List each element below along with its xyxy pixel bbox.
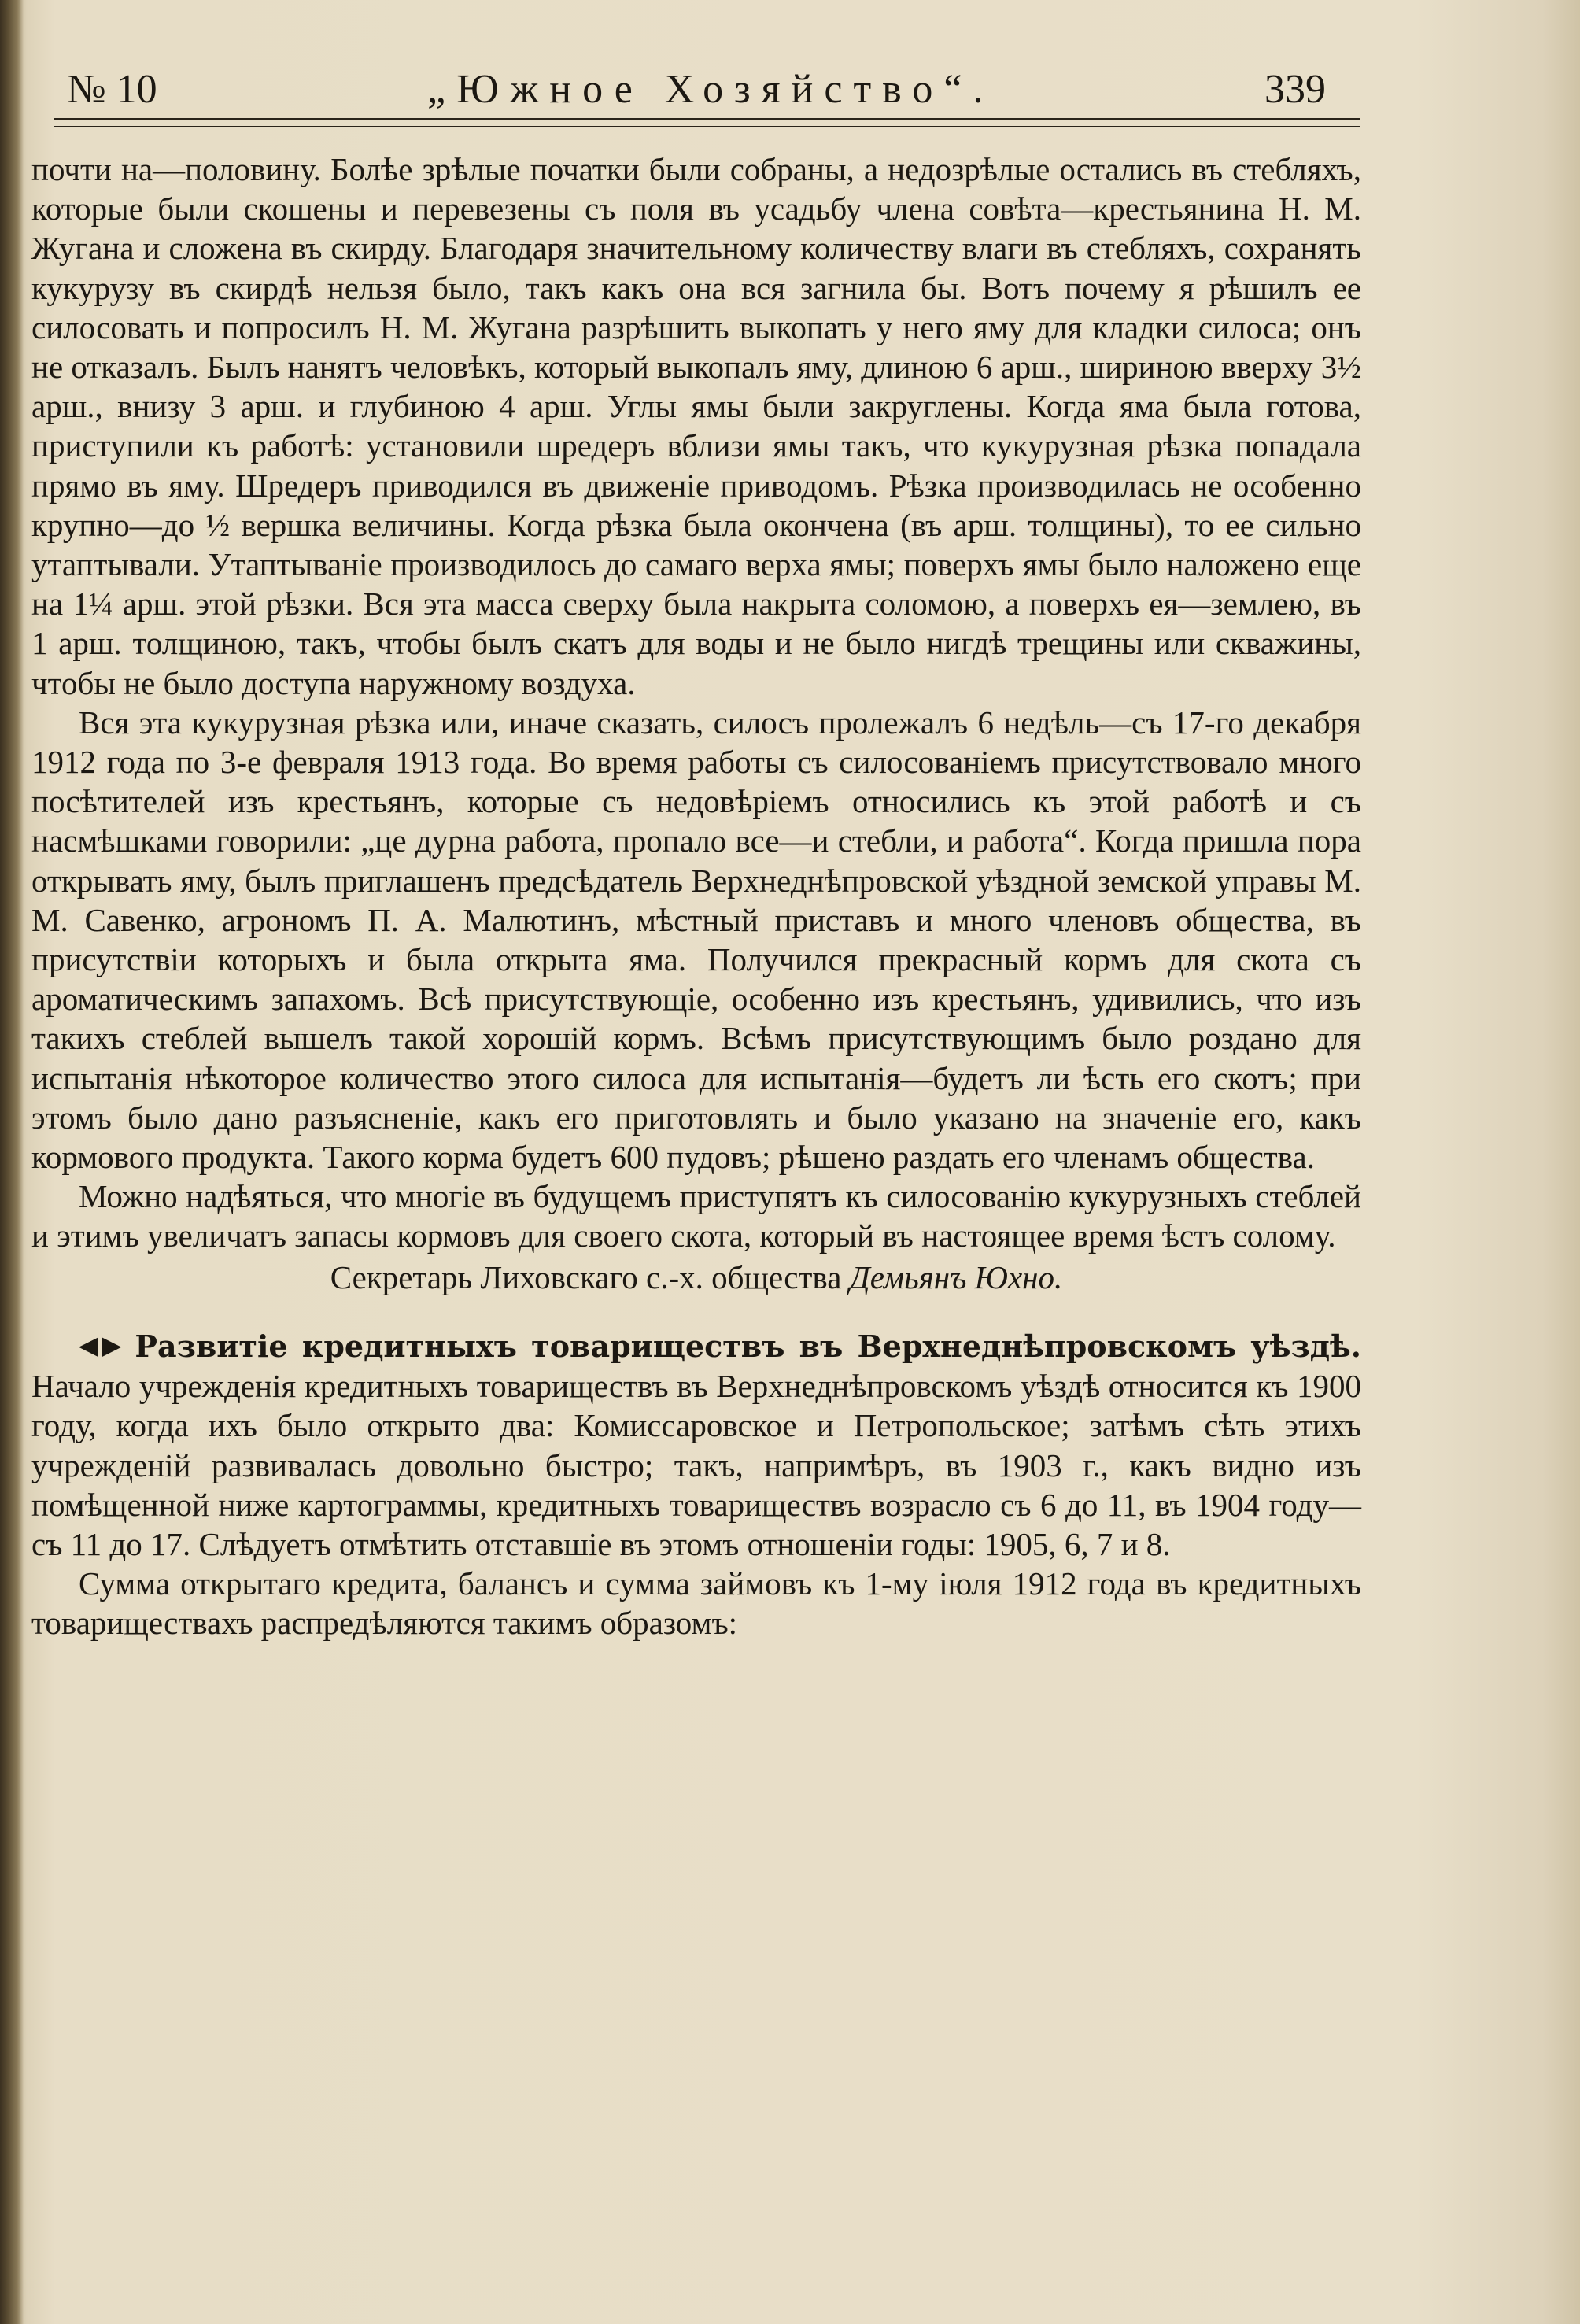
text-column bbox=[31, 150, 1361, 1643]
page-header bbox=[67, 61, 1326, 116]
section-paragraph-1-text: Начало учрежденiя кредитныхъ товариществъ въ Верхнеднѣпровскомъ уѣздѣ относится къ 1900 году, когда ихъ было открыто два: Комиссаровское и Петропольское; затѣмъ сѣть этихъ учрежденiй развивалась довольно быстро; такъ, напримѣръ, въ 1903 г., какъ видно изъ помѣщенной ниже картограммы, кредитныхъ товариществъ возрасло съ 6 до 11, въ 1904 году—съ 11 до 17. Слѣдуетъ отмѣтить отставшiе въ этомъ отношенiи годы: 1905, 6, 7 и 8. bbox=[31, 1368, 1361, 1562]
signature-prefix: Секретарь Лиховскаго с.-х. общества bbox=[330, 1258, 842, 1295]
book-binding-edge bbox=[0, 0, 24, 2324]
header-rule-top bbox=[54, 118, 1360, 120]
header-rule-bottom bbox=[54, 126, 1360, 127]
article-paragraph-2: Вся эта кукурузная рѣзка или, иначе сказать, силосъ пролежалъ 6 недѣль—съ 17-го декабря 1912 года по 3-е февраля 1913 года. Во время работы съ силосованiемъ присутствовало много посѣтителей изъ крестьянъ, которые съ недовѣрiемъ относились къ этой работѣ и съ насмѣшками говорили: „це дурна работа, пропало все—и стебли, и работа“. Когда пришла пора открывать яму, былъ приглашенъ предсѣдатель Верхнеднѣпровской уѣздной земской управы М. М. Савенко, агрономъ П. А. Малютинъ, мѣстный приставъ и много членовъ общества, въ присутствiи которыхъ и была открыта яма. Получился прекрасный кормъ для скота съ ароматическимъ запахомъ. Всѣ присутствующiе, особенно изъ крестьянъ, удивились, что изъ такихъ стеблей вышелъ такой хорошiй кормъ. Всѣмъ присутствующимъ было роздано для испытанiя нѣкоторое количество этого силоса для испытанiя—будетъ ли ѣсть его скотъ; при этомъ было дано разъясненiе, какъ его приготовлять и было указано на значенiе его, какъ кормового продукта. Такого корма будетъ 600 пудовъ; рѣшено раздать его членамъ общества. bbox=[31, 704, 1361, 1176]
page-number: 339 bbox=[1264, 66, 1326, 112]
signature-name: Демьянъ Юхно. bbox=[849, 1258, 1063, 1295]
section-paragraph-2: Сумма открытаго кредита, балансъ и сумма займовъ къ 1-му iюля 1912 года въ кредитныхъ товариществахъ распредѣляются такимъ образомъ: bbox=[31, 1565, 1361, 1642]
article-signature bbox=[31, 1258, 1361, 1297]
section-paragraph-1 bbox=[31, 1325, 1361, 1564]
issue-number: № 10 bbox=[67, 66, 157, 112]
section-bullet-icon: ◀▶ bbox=[79, 1329, 126, 1360]
article-paragraph-3: Можно надѣяться, что многiе въ будущемъ приступятъ къ силосованiю кукурузныхъ стеблей и этимъ увеличатъ запасы кормовъ для своего скота, который въ настоящее время ѣстъ солому. bbox=[31, 1178, 1361, 1254]
article-paragraph-1: почти на—половину. Болѣе зрѣлые початки были собраны, а недозрѣлые остались въ стебляхъ, которые были скошены и перевезены съ поля въ усадьбу члена совѣта—крестьянина Н. М. Жугана и сложена въ скирду. Благодаря значительному количеству влаги въ стебляхъ, сохранять кукурузу въ скирдѣ нельзя было, такъ какъ она вся загнила бы. Вотъ почему я рѣшилъ ее силосовать и попросилъ Н. М. Жугана разрѣшить выкопать у него яму для кладки силоса; онъ не отказалъ. Былъ нанятъ человѣкъ, который выкопалъ яму, длиною 6 арш., шириною вверху 3½ арш., внизу 3 арш. и глубиною 4 арш. Углы ямы были закруглены. Когда яма была готова, приступили къ работѣ: установили шредеръ вблизи ямы такъ, что кукурузная рѣзка попадала прямо въ яму. Шредеръ приводился въ движенiе приводомъ. Рѣзка производилась не особенно крупно—до ½ вершка величины. Когда рѣзка была окончена (въ арш. толщины), то ее сильно утаптывали. Утаптыванiе производилось до самаго верха ямы; поверхъ ямы было наложено еще на 1¼ арш. этой рѣзки. Вся эта масса сверху была накрыта соломою, а поверхъ ея—землею, въ 1 арш. толщиною, такъ, чтобы былъ скатъ для воды и не было нигдѣ трещины или скважины, чтобы не было доступа наружному воздуха. bbox=[31, 151, 1362, 701]
section-title: Развитiе кредитныхъ товариществъ въ Верхнеднѣпровскомъ уѣздѣ. bbox=[135, 1328, 1362, 1364]
journal-title: „Южное Хозяйство“. bbox=[427, 66, 995, 112]
